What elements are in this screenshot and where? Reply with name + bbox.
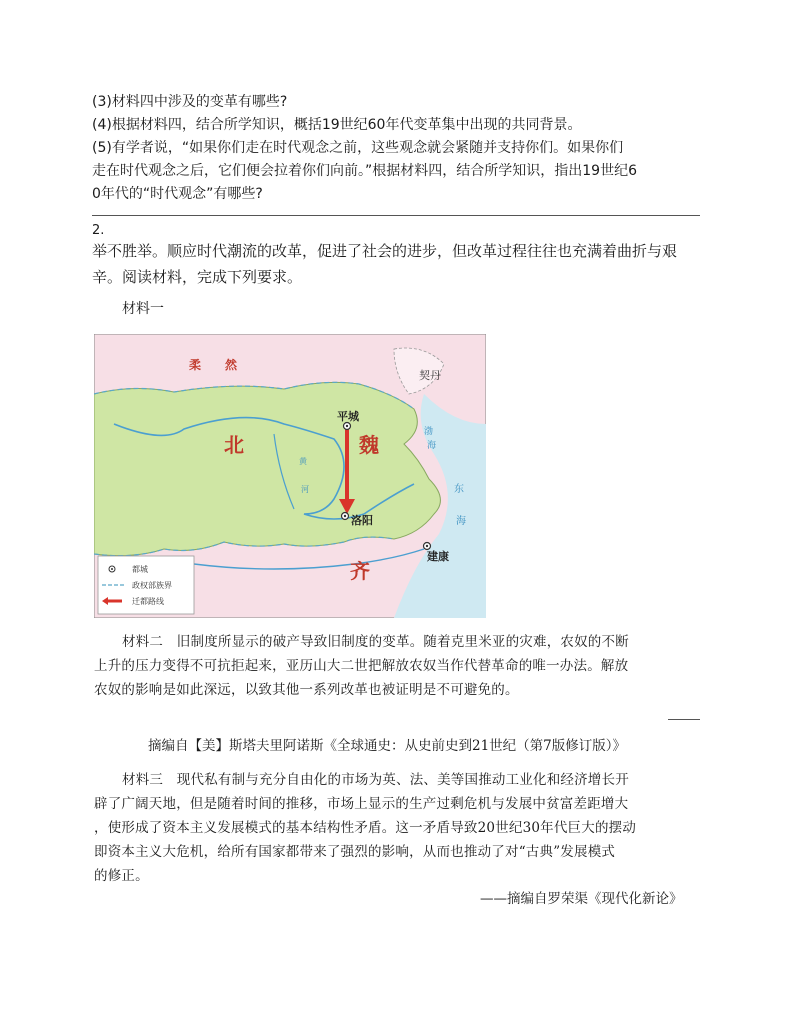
material3-line4: 即资本主义大危机，给所有国家都带来了强烈的影响，从而也推动了对“古典”发展模式 [94,844,616,860]
question-5-line2: 走在时代观念之后，它们便会拉着你们向前。”根据材料四，结合所学知识，指出19世纪6 [92,163,637,179]
label-rouran: 柔 然 [189,358,238,372]
label-bohai-1: 渤 [424,427,434,437]
material3-line5: 的修正。 [94,868,149,884]
label-qi: 齐 [350,559,370,583]
question-5-line1: (5)有学者说，“如果你们走在时代观念之前，这些观念就会紧随并支持你们。如果你们 [92,140,624,156]
label-khitan: 契丹 [419,369,441,382]
question-4: (4)根据材料四，结合所学知识，概括19世纪60年代变革集中出现的共同背景。 [92,117,582,133]
legend-capital: 都城 [132,565,148,574]
label-pingcheng: 平城 [337,410,359,423]
source-dash [668,719,700,720]
legend-route: 迁都路线 [132,597,164,606]
material3-line1: 材料三 现代私有制与充分自由化的市场为英、法、美等国推动工业化和经济增长开 [122,772,629,788]
label-river-1: 黄 [299,457,307,466]
material3-line3: ，使形成了资本主义发展模式的基本结构性矛盾。这一矛盾导致20世纪30年代巨大的摆动 [94,820,637,836]
label-jiankang: 建康 [427,550,449,563]
question-number: 2. [92,223,105,238]
material2-line3: 农奴的影响是如此深远，以致其他一系列改革也被证明是不可避免的。 [94,682,519,698]
label-luoyang: 洛阳 [351,514,373,527]
legend-border: 政权部族界 [132,581,172,590]
label-wei: 魏 [359,433,379,457]
label-east-1: 东 [454,484,464,495]
label-river-2: 河 [301,485,309,494]
northern-wei-territory [94,382,440,555]
label-bohai-2: 海 [427,441,437,451]
material2-source: 摘编自【美】斯塔夫里阿诺斯《全球通史：从史前史到21世纪（第7版修订版）》 [148,738,627,754]
divider [92,215,700,216]
material2-line2: 上升的压力变得不可抗拒起来，亚历山大二世把解放农奴当作代替革命的唯一办法。解放 [94,658,629,674]
material2-line1: 材料二 旧制度所显示的破产导致旧制度的变革。随着克里米亚的灾难，农奴的不断 [122,634,629,650]
material1-label: 材料一 [122,301,164,317]
material3-source: ——摘编自罗荣渠《现代化新论》 [480,891,683,907]
question-5-line3: 0年代的“时代观念”有哪些? [92,186,263,202]
label-bei: 北 [224,433,244,457]
material3-line2: 辟了广阔天地，但是随着时间的推移，市场上显示的生产过剩危机与发展中贫富差距增大 [94,796,629,812]
intro-line2: 辛。阅读材料，完成下列要求。 [92,268,303,286]
intro-line1: 举不胜举。顺应时代潮流的改革，促进了社会的进步，但改革过程往往也充满着曲折与艰 [92,242,678,260]
label-east-2: 海 [456,516,466,527]
northern-wei-map [94,334,486,618]
question-3: (3)材料四中涉及的变革有哪些? [92,94,288,110]
